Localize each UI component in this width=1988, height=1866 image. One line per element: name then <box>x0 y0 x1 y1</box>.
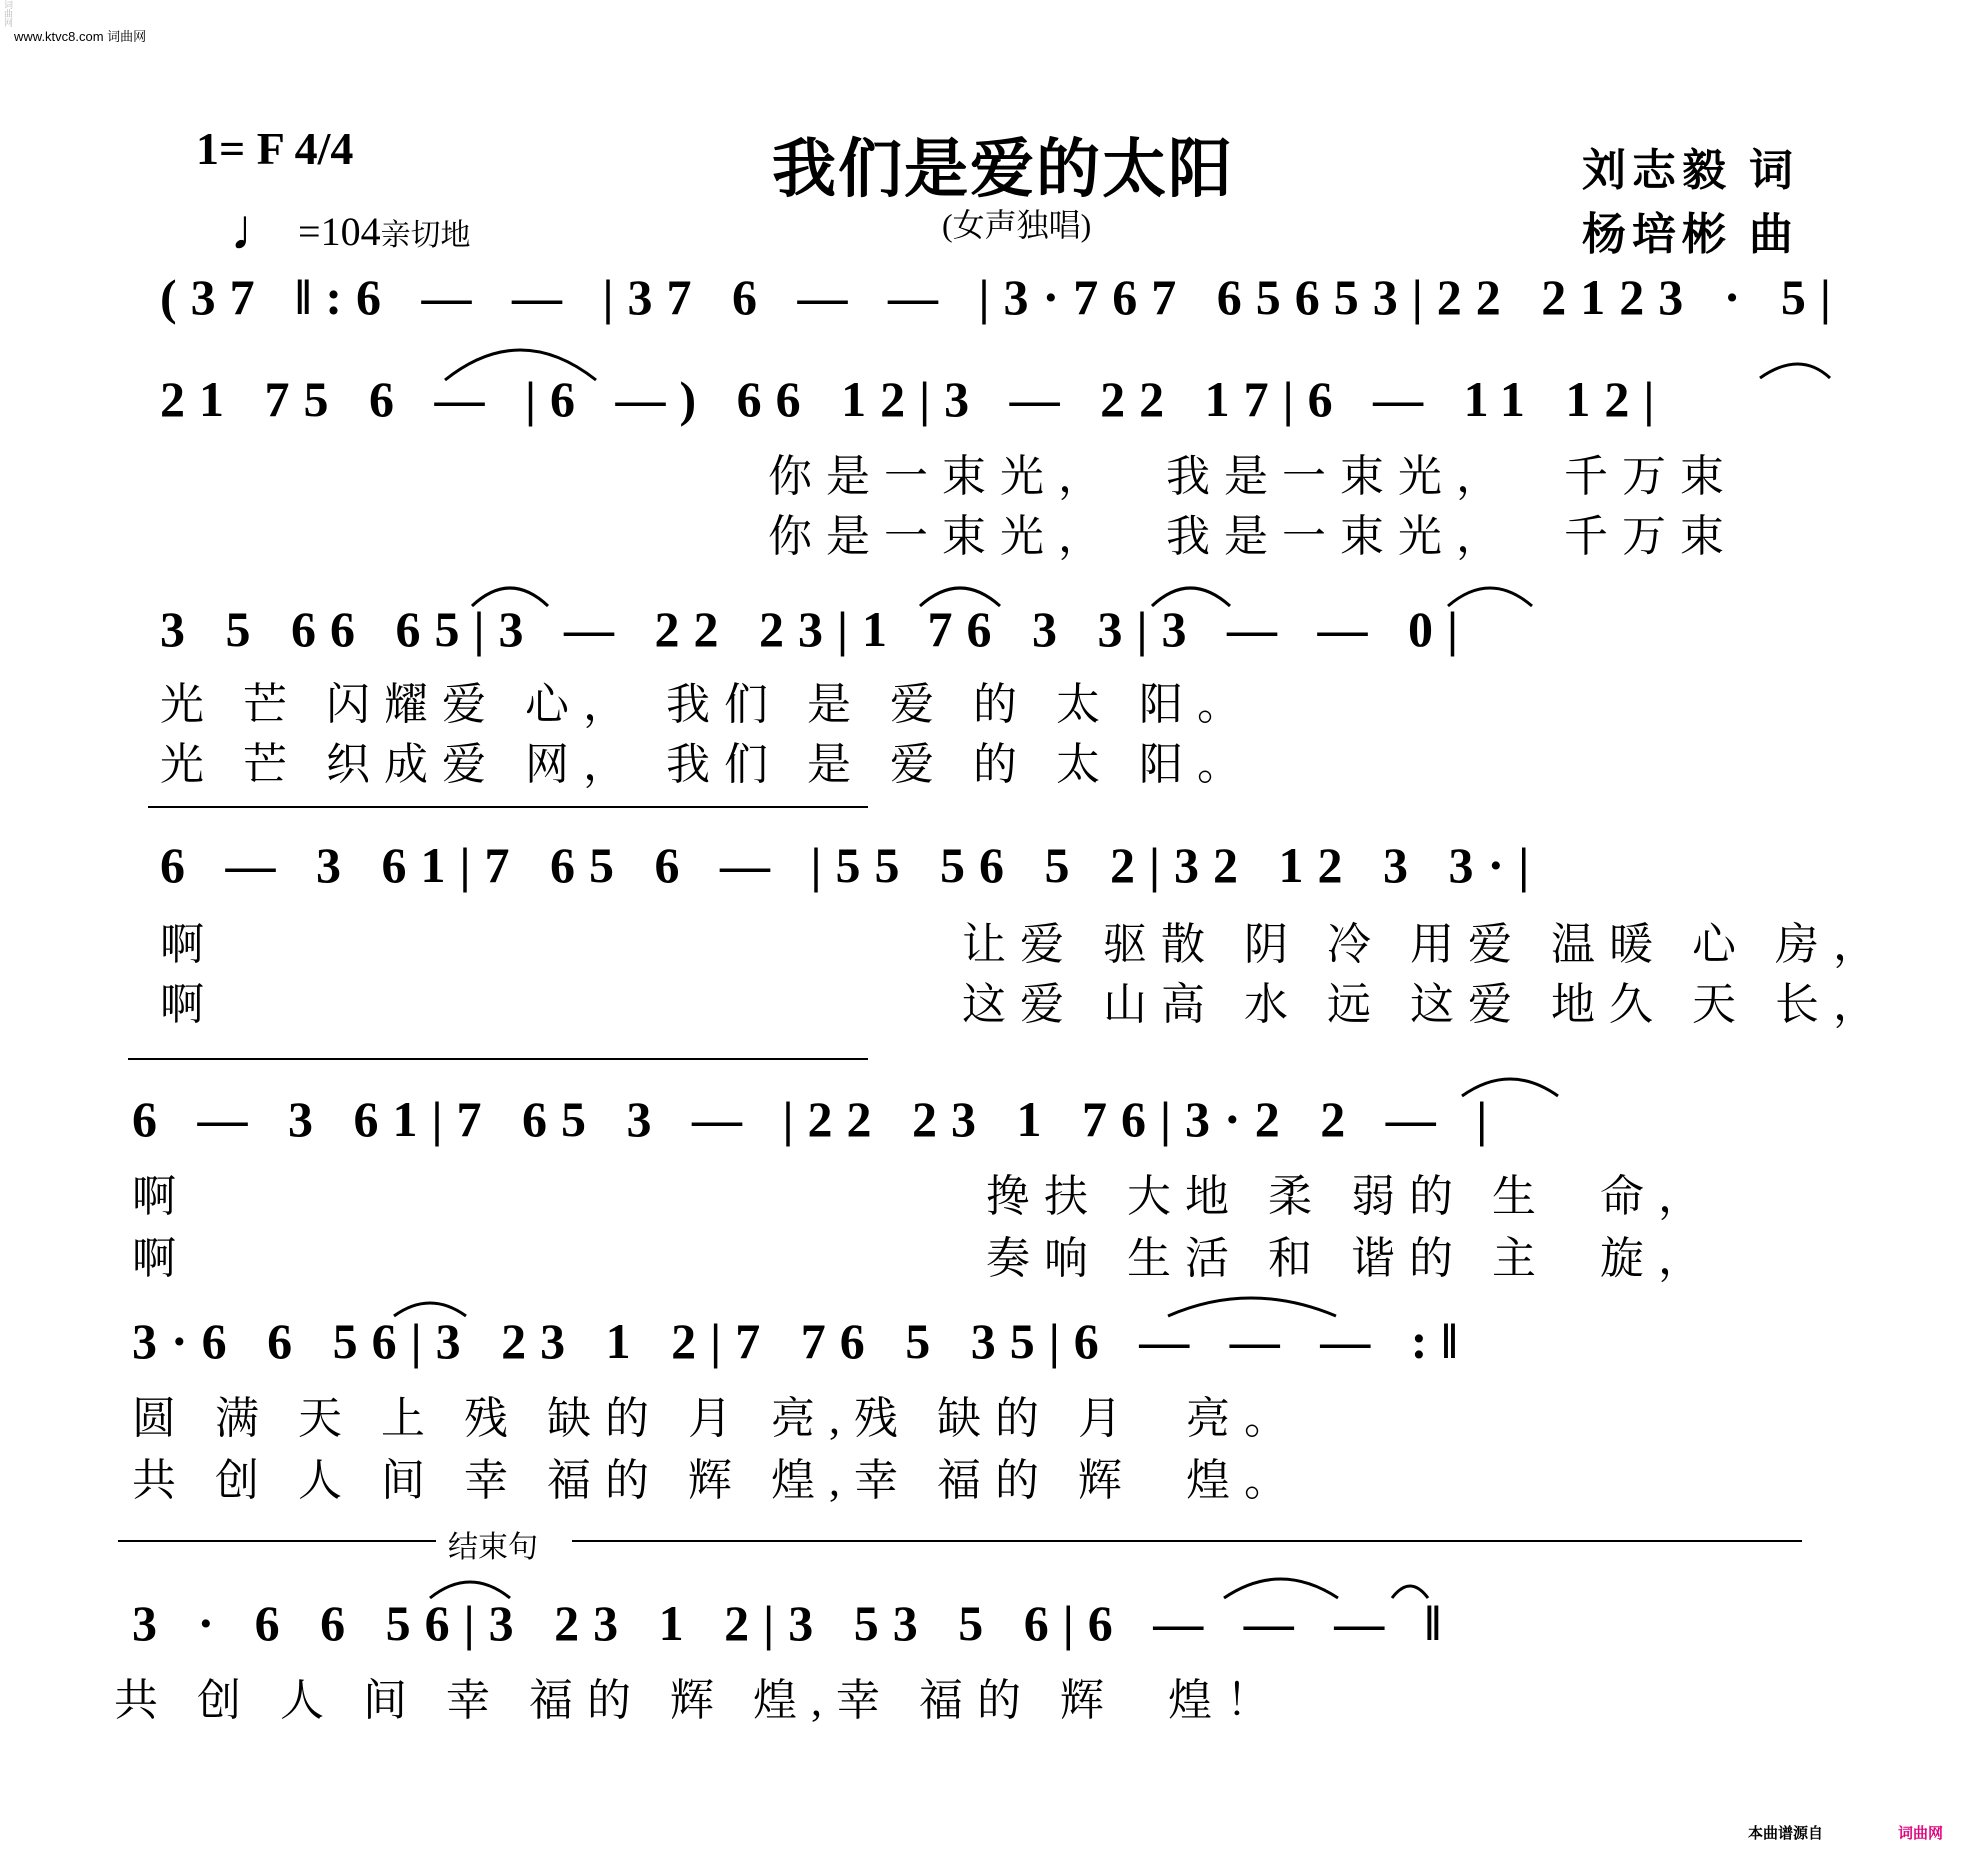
notation-row-2: 21 75 6 — |6 —) 66 12|3 — 22 17|6 — 11 12| <box>160 371 1669 427</box>
lyric-row-3-verse-1: 光 芒 闪耀爱 心， 我们 是 爱 的 太 阳。 <box>160 680 1255 729</box>
lyric-row-4-verse-2: 这爱 山高 水 远 这爱 地久 天 长， <box>962 980 1891 1029</box>
ending-label: 结束句 <box>448 1531 538 1564</box>
lyric-row-4-ah-1: 啊 <box>160 920 218 969</box>
footer-source: 本曲谱源自 <box>1748 1825 1824 1842</box>
composer-credit: 杨培彬 曲 <box>1582 210 1799 259</box>
lyric-row-4-ah-2: 啊 <box>160 980 218 1029</box>
lyric-row-3-verse-2: 光 芒 织成爱 网， 我们 是 爱 的 太 阳。 <box>160 740 1255 789</box>
lyric-row-5-ah-1: 啊 <box>132 1172 190 1221</box>
song-subtitle: (女声独唱) <box>942 207 1092 243</box>
lyricist-credit: 刘志毅 词 <box>1582 146 1799 195</box>
lyric-row-6-verse-1: 圆 满 天 上 残 缺的 月 亮,残 缺的 月 亮。 <box>132 1394 1302 1443</box>
lyric-row-5-verse-2: 奏响 生活 和 谐的 主 旋， <box>986 1234 1716 1283</box>
notation-row-1: (37 ‖:6 — — |37 6 — — |3·767 65653|22 2123 · 5| <box>160 269 1845 325</box>
lyric-row-2-verse-2: 你是一束光， 我是一束光， 千万束 <box>768 512 1738 561</box>
tempo-expression: 亲切地 <box>380 219 471 252</box>
notation-row-4: 6 — 3 61|7 65 6 — |55 56 5 2|32 12 3 3·| <box>160 837 1544 893</box>
lyric-row-7: 共 创 人 间 幸 福的 辉 煌,幸 福的 辉 煌！ <box>114 1676 1284 1725</box>
tempo-value: 104 <box>320 209 381 254</box>
lyric-row-5-verse-1: 搀扶 大地 柔 弱的 生 命， <box>986 1172 1716 1221</box>
notation-row-7: 3 · 6 6 56|3 23 1 2|3 53 5 6|6 — — — ‖ <box>132 1595 1455 1651</box>
tempo-eq: = <box>298 209 321 254</box>
lyric-row-6-verse-2: 共 创 人 间 幸 福的 辉 煌,幸 福的 辉 煌。 <box>132 1456 1302 1505</box>
notation-row-3: 3 5 66 65|3 — 22 23|1 76 3 3|3 — — 0| <box>160 601 1473 657</box>
notation-row-5: 6 — 3 61|7 65 3 — |22 23 1 76|3·2 2 — | <box>132 1091 1502 1147</box>
quarter-note-icon: ♩ <box>230 197 288 262</box>
notation-row-6: 3·6 6 56|3 23 1 2|7 76 5 35|6 — — — :‖ <box>132 1313 1472 1369</box>
edge-watermark: 词曲网 <box>3 0 13 27</box>
footer-brand-link[interactable]: 词曲网 <box>1898 1825 1944 1842</box>
site-url: www.ktvc8.com 词曲网 <box>14 29 147 44</box>
lyric-row-2-verse-1: 你是一束光， 我是一束光， 千万束 <box>768 452 1738 501</box>
key-signature: 1= F 4/4 <box>196 123 354 174</box>
lyric-row-5-ah-2: 啊 <box>132 1234 190 1283</box>
song-title: 我们是爱的太阳 <box>772 134 1234 205</box>
lyric-row-4-verse-1: 让爱 驱散 阴 冷 用爱 温暖 心 房， <box>962 920 1891 969</box>
